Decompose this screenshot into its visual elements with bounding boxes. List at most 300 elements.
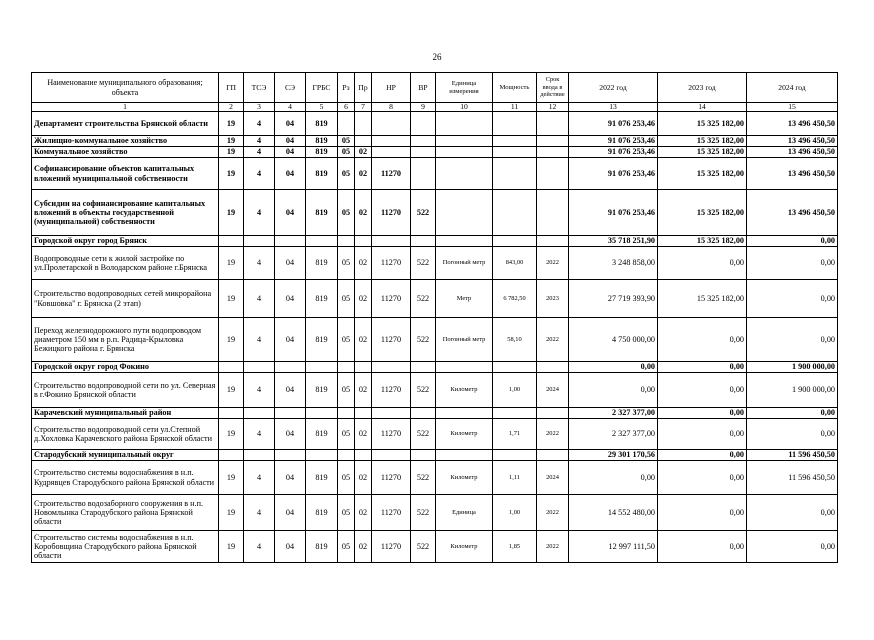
grbs-cell [306,362,338,373]
amount-2024: 0,00 [747,531,838,563]
unit-cell: Погонный метр [436,247,493,280]
amount-2023: 0,00 [658,419,747,450]
grbs-cell: 819 [306,112,338,136]
tse-cell: 4 [244,147,275,158]
vr-cell [411,408,436,419]
grbs-cell [306,450,338,461]
table-row [32,450,838,461]
pr-cell: 02 [355,495,372,531]
nr-cell: 11270 [372,419,411,450]
unit-cell: Километр [436,419,493,450]
rz-cell: 05 [338,247,355,280]
gp-cell: 19 [219,147,244,158]
nr-cell: 11270 [372,318,411,362]
amount-2022: 12 997 111,50 [569,531,658,563]
vr-cell: 522 [411,280,436,318]
table-row [32,419,838,450]
nr-cell [372,112,411,136]
tse-cell [244,362,275,373]
header-nr: НР [372,73,411,103]
amount-2024: 11 596 450,50 [747,450,838,461]
vr-cell [411,158,436,190]
col-number: 5 [306,103,338,112]
amount-2023: 0,00 [658,461,747,495]
term-cell: 2023 [537,280,569,318]
rz-cell: 05 [338,158,355,190]
unit-cell [436,158,493,190]
term-cell [537,362,569,373]
grbs-cell: 819 [306,280,338,318]
object-name: Карачевский муниципальный район [32,408,219,419]
gp-cell: 19 [219,190,244,236]
col-number: 15 [747,103,838,112]
vr-cell: 522 [411,419,436,450]
amount-2022: 0,00 [569,461,658,495]
table-row [32,318,838,362]
col-number: 14 [658,103,747,112]
col-number: 4 [275,103,306,112]
se-cell: 04 [275,190,306,236]
gp-cell [219,362,244,373]
header-gp: ГП [219,73,244,103]
capacity-cell: 6 782,50 [493,280,537,318]
tse-cell: 4 [244,158,275,190]
header-se: СЭ [275,73,306,103]
header-2023: 2023 год [658,73,747,103]
grbs-cell: 819 [306,190,338,236]
header-vr: ВР [411,73,436,103]
budget-table [31,72,838,563]
amount-2023: 15 325 182,00 [658,190,747,236]
col-number: 8 [372,103,411,112]
object-name: Городской округ город Фокино [32,362,219,373]
unit-cell: Единица [436,495,493,531]
amount-2022: 91 076 253,46 [569,158,658,190]
vr-cell [411,236,436,247]
amount-2023: 0,00 [658,408,747,419]
header-name: Наименование муниципального образования; объекта [32,73,219,103]
tse-cell: 4 [244,136,275,147]
tse-cell [244,236,275,247]
pr-cell: 02 [355,247,372,280]
grbs-cell: 819 [306,158,338,190]
amount-2024: 1 900 000,00 [747,362,838,373]
capacity-cell [493,136,537,147]
table-row [32,147,838,158]
gp-cell [219,408,244,419]
pr-cell: 02 [355,461,372,495]
col-number: 12 [537,103,569,112]
capacity-cell: 843,00 [493,247,537,280]
amount-2022: 2 327 377,00 [569,408,658,419]
amount-2022: 4 750 000,00 [569,318,658,362]
unit-cell [436,362,493,373]
capacity-cell: 1,85 [493,531,537,563]
se-cell: 04 [275,495,306,531]
object-name: Строительство водозаборного сооружения в н.п. Новомлынка Стародубского района Брянской области [32,495,219,531]
term-cell: 2022 [537,531,569,563]
pr-cell: 02 [355,531,372,563]
vr-cell: 522 [411,531,436,563]
se-cell: 04 [275,112,306,136]
table-row [32,362,838,373]
gp-cell: 19 [219,112,244,136]
object-name: Строительство водопроводной сети ул.Степной д.Хохловка Карачевского района Брянской области [32,419,219,450]
amount-2022: 91 076 253,46 [569,112,658,136]
amount-2022: 2 327 377,00 [569,419,658,450]
amount-2022: 0,00 [569,373,658,408]
rz-cell: 05 [338,318,355,362]
pr-cell: 02 [355,318,372,362]
unit-cell [436,136,493,147]
unit-cell [436,147,493,158]
term-cell: 2022 [537,247,569,280]
term-cell: 2024 [537,373,569,408]
amount-2024: 0,00 [747,247,838,280]
gp-cell: 19 [219,373,244,408]
amount-2022: 27 719 393,90 [569,280,658,318]
tse-cell: 4 [244,247,275,280]
table-row [32,280,838,318]
vr-cell [411,362,436,373]
se-cell: 04 [275,373,306,408]
capacity-cell [493,190,537,236]
table-row [32,136,838,147]
col-number: 10 [436,103,493,112]
nr-cell: 11270 [372,373,411,408]
object-name: Жилищно-коммунальное хозяйство [32,136,219,147]
amount-2023: 0,00 [658,531,747,563]
vr-cell: 522 [411,461,436,495]
pr-cell [355,408,372,419]
header-row [32,73,838,103]
term-cell: 2022 [537,318,569,362]
col-number: 7 [355,103,372,112]
grbs-cell [306,236,338,247]
unit-cell [436,450,493,461]
tse-cell: 4 [244,318,275,362]
grbs-cell: 819 [306,495,338,531]
rz-cell [338,236,355,247]
se-cell [275,450,306,461]
table-row [32,236,838,247]
pr-cell: 02 [355,147,372,158]
term-cell [537,158,569,190]
col-number: 6 [338,103,355,112]
unit-cell: Километр [436,373,493,408]
pr-cell: 02 [355,280,372,318]
tse-cell: 4 [244,461,275,495]
se-cell: 04 [275,147,306,158]
gp-cell: 19 [219,531,244,563]
capacity-cell [493,362,537,373]
se-cell: 04 [275,136,306,147]
amount-2022: 3 248 858,00 [569,247,658,280]
header-pr: Пр [355,73,372,103]
amount-2023: 15 325 182,00 [658,236,747,247]
vr-cell: 522 [411,373,436,408]
amount-2023: 0,00 [658,373,747,408]
amount-2024: 0,00 [747,318,838,362]
rz-cell [338,450,355,461]
rz-cell: 05 [338,419,355,450]
se-cell: 04 [275,419,306,450]
tse-cell: 4 [244,280,275,318]
gp-cell: 19 [219,495,244,531]
amount-2023: 0,00 [658,495,747,531]
amount-2024: 13 496 450,50 [747,112,838,136]
se-cell: 04 [275,280,306,318]
capacity-cell: 1,71 [493,419,537,450]
unit-cell [436,236,493,247]
nr-cell: 11270 [372,280,411,318]
nr-cell [372,450,411,461]
object-name: Городской округ город Брянск [32,236,219,247]
grbs-cell: 819 [306,136,338,147]
table-row [32,247,838,280]
nr-cell: 11270 [372,190,411,236]
header-term: Срок ввода в действие [537,73,569,103]
unit-cell [436,112,493,136]
gp-cell: 19 [219,247,244,280]
capacity-cell [493,112,537,136]
amount-2022: 14 552 480,00 [569,495,658,531]
term-cell: 2022 [537,419,569,450]
col-number: 11 [493,103,537,112]
amount-2024: 13 496 450,50 [747,147,838,158]
table-row [32,190,838,236]
vr-cell: 522 [411,318,436,362]
grbs-cell: 819 [306,461,338,495]
object-name: Строительство системы водоснабжения в н.п. Коробовщина Стародубского района Брянской области [32,531,219,563]
table-row [32,461,838,495]
rz-cell: 05 [338,373,355,408]
object-name: Стародубский муниципальный округ [32,450,219,461]
vr-cell: 522 [411,495,436,531]
tse-cell: 4 [244,495,275,531]
nr-cell [372,236,411,247]
nr-cell: 11270 [372,247,411,280]
se-cell: 04 [275,531,306,563]
amount-2023: 15 325 182,00 [658,280,747,318]
amount-2024: 13 496 450,50 [747,136,838,147]
header-grbs: ГРБС [306,73,338,103]
grbs-cell: 819 [306,373,338,408]
vr-cell [411,450,436,461]
se-cell: 04 [275,318,306,362]
col-number: 1 [32,103,219,112]
object-name: Строительство водопроводных сетей микрорайона "Ковшовка" г. Брянска (2 этап) [32,280,219,318]
se-cell: 04 [275,461,306,495]
term-cell [537,236,569,247]
term-cell [537,190,569,236]
grbs-cell: 819 [306,147,338,158]
term-cell [537,408,569,419]
col-number: 13 [569,103,658,112]
amount-2024: 11 596 450,50 [747,461,838,495]
column-number-row [32,103,838,112]
object-name: Коммунальное хозяйство [32,147,219,158]
unit-cell [436,190,493,236]
amount-2022: 91 076 253,46 [569,147,658,158]
table-row [32,112,838,136]
se-cell: 04 [275,158,306,190]
vr-cell [411,136,436,147]
tse-cell [244,408,275,419]
object-name: Строительство водопроводной сети по ул. Северная в г.Фокино Брянской области [32,373,219,408]
amount-2024: 1 900 000,00 [747,373,838,408]
amount-2024: 13 496 450,50 [747,190,838,236]
col-number: 3 [244,103,275,112]
unit-cell [436,408,493,419]
pr-cell [355,362,372,373]
se-cell [275,236,306,247]
pr-cell [355,236,372,247]
table-row [32,408,838,419]
term-cell: 2024 [537,461,569,495]
amount-2022: 91 076 253,46 [569,190,658,236]
term-cell [537,147,569,158]
gp-cell: 19 [219,461,244,495]
term-cell [537,112,569,136]
vr-cell [411,147,436,158]
col-number: 2 [219,103,244,112]
amount-2024: 0,00 [747,419,838,450]
rz-cell [338,408,355,419]
nr-cell: 11270 [372,531,411,563]
capacity-cell: 1,00 [493,495,537,531]
header-capacity: Мощность [493,73,537,103]
gp-cell: 19 [219,419,244,450]
amount-2022: 91 076 253,46 [569,136,658,147]
nr-cell [372,136,411,147]
gp-cell [219,450,244,461]
capacity-cell: 1,00 [493,373,537,408]
rz-cell: 05 [338,280,355,318]
gp-cell: 19 [219,280,244,318]
rz-cell: 05 [338,136,355,147]
capacity-cell [493,450,537,461]
amount-2022: 29 301 170,56 [569,450,658,461]
object-name: Субсидии на софинансирование капитальных вложений в объекты государственной (муниципальной) собственности [32,190,219,236]
header-unit: Единица измерения [436,73,493,103]
amount-2023: 15 325 182,00 [658,158,747,190]
term-cell: 2022 [537,495,569,531]
amount-2023: 0,00 [658,450,747,461]
unit-cell: Погонный метр [436,318,493,362]
gp-cell: 19 [219,158,244,190]
unit-cell: Километр [436,461,493,495]
rz-cell: 05 [338,531,355,563]
tse-cell: 4 [244,112,275,136]
tse-cell: 4 [244,373,275,408]
term-cell [537,136,569,147]
tse-cell [244,450,275,461]
unit-cell: Километр [436,531,493,563]
capacity-cell [493,158,537,190]
rz-cell: 05 [338,147,355,158]
capacity-cell: 1,11 [493,461,537,495]
capacity-cell [493,147,537,158]
nr-cell: 11270 [372,158,411,190]
amount-2023: 0,00 [658,318,747,362]
capacity-cell: 58,10 [493,318,537,362]
amount-2023: 15 325 182,00 [658,147,747,158]
amount-2023: 15 325 182,00 [658,112,747,136]
table-row [32,495,838,531]
col-number: 9 [411,103,436,112]
gp-cell: 19 [219,136,244,147]
grbs-cell: 819 [306,247,338,280]
vr-cell [411,112,436,136]
grbs-cell: 819 [306,419,338,450]
capacity-cell [493,236,537,247]
tse-cell: 4 [244,419,275,450]
table-row [32,373,838,408]
pr-cell: 02 [355,419,372,450]
grbs-cell: 819 [306,531,338,563]
term-cell [537,450,569,461]
rz-cell: 05 [338,461,355,495]
tse-cell: 4 [244,531,275,563]
vr-cell: 522 [411,247,436,280]
object-name: Строительство системы водоснабжения в н.п. Кудрявцев Стародубского района Брянской области [32,461,219,495]
pr-cell [355,450,372,461]
object-name: Департамент строительства Брянской области [32,112,219,136]
nr-cell [372,147,411,158]
table-row [32,158,838,190]
nr-cell [372,408,411,419]
grbs-cell: 819 [306,318,338,362]
nr-cell: 11270 [372,495,411,531]
amount-2023: 0,00 [658,362,747,373]
amount-2022: 35 718 251,90 [569,236,658,247]
amount-2023: 0,00 [658,247,747,280]
amount-2024: 0,00 [747,408,838,419]
amount-2024: 0,00 [747,236,838,247]
capacity-cell [493,408,537,419]
header-rz: Рз [338,73,355,103]
header-tse: ТСЭ [244,73,275,103]
page-number: 26 [432,52,442,62]
amount-2024: 0,00 [747,495,838,531]
pr-cell [355,136,372,147]
amount-2024: 0,00 [747,280,838,318]
rz-cell: 05 [338,495,355,531]
se-cell [275,362,306,373]
se-cell [275,408,306,419]
rz-cell: 05 [338,190,355,236]
se-cell: 04 [275,247,306,280]
object-name: Софинансирование объектов капитальных вложений муниципальной собственности [32,158,219,190]
amount-2024: 13 496 450,50 [747,158,838,190]
pr-cell: 02 [355,190,372,236]
header-2024: 2024 год [747,73,838,103]
unit-cell: Метр [436,280,493,318]
rz-cell [338,112,355,136]
pr-cell [355,112,372,136]
amount-2023: 15 325 182,00 [658,136,747,147]
gp-cell [219,236,244,247]
tse-cell: 4 [244,190,275,236]
grbs-cell [306,408,338,419]
amount-2022: 0,00 [569,362,658,373]
pr-cell: 02 [355,158,372,190]
rz-cell [338,362,355,373]
pr-cell: 02 [355,373,372,408]
vr-cell: 522 [411,190,436,236]
header-2022: 2022 год [569,73,658,103]
